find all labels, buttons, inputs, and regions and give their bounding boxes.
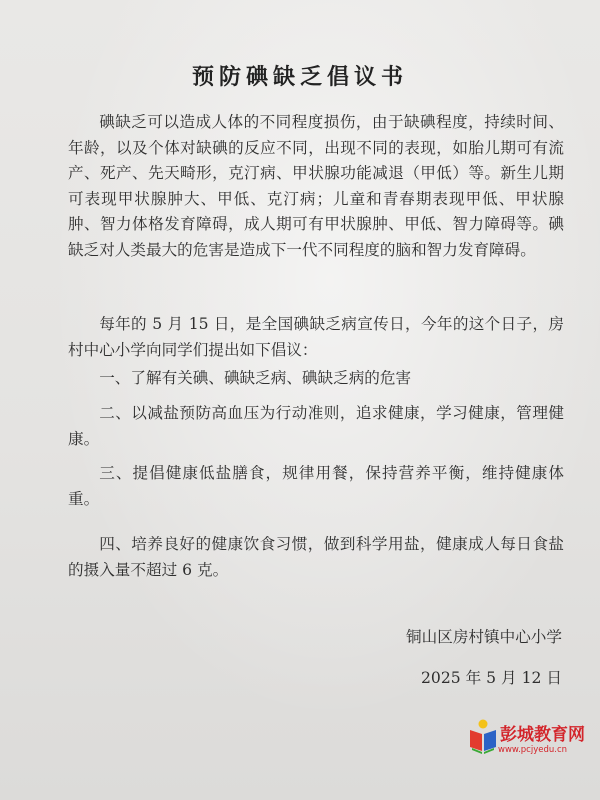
- watermark-site-url: www.pcjyedu.cn: [498, 745, 568, 755]
- paragraph-intro: 碘缺乏可以造成人体的不同程度损伤，由于缺碘程度，持续时间、年龄，以及个体对缺碘的反应不同，出现不同的表现，如胎儿期可有流产、死产、先天畸形，克汀病、甲状腺功能减退（甲低）等。新生儿期可表现甲状腺肿大、甲低、克汀病；儿童和青春期表现甲低、甲状腺肿、智力体格发育障碍，成人期可有甲状腺肿、甲低、智力障碍等。碘缺乏对人类最大的危害是造成下一代不同程度的脑和智力发育障碍。: [68, 113, 564, 259]
- site-watermark: [468, 716, 592, 762]
- book-logo-icon: [468, 718, 498, 754]
- signature-organization: 铜山区房村镇中心小学: [406, 628, 562, 646]
- proposal-item-4: 四、培养良好的健康饮食习惯，做到科学用盐，健康成人每日食盐的摄入量不超过 6 克。: [68, 535, 564, 579]
- paragraph-proposal: 每年的 5 月 15 日，是全国碘缺乏病宣传日，今年的这个日子，房村中心小学向同学们提出如下倡议：: [68, 315, 564, 359]
- proposal-item-3: 三、提倡健康低盐膳食，规律用餐，保持营养平衡，维持健康体重。: [68, 464, 564, 508]
- proposal-item-1: 一、了解有关碘、碘缺乏病、碘缺乏病的危害: [99, 369, 412, 387]
- watermark-site-name: 彭城教育网: [500, 725, 585, 745]
- signature-date: 2025 年 5 月 12 日: [420, 669, 562, 687]
- proposal-item-2: 二、以减盐预防高血压为行动准则，追求健康，学习健康，管理健康。: [68, 404, 564, 448]
- document-title: 预防碘缺乏倡议书: [191, 64, 408, 90]
